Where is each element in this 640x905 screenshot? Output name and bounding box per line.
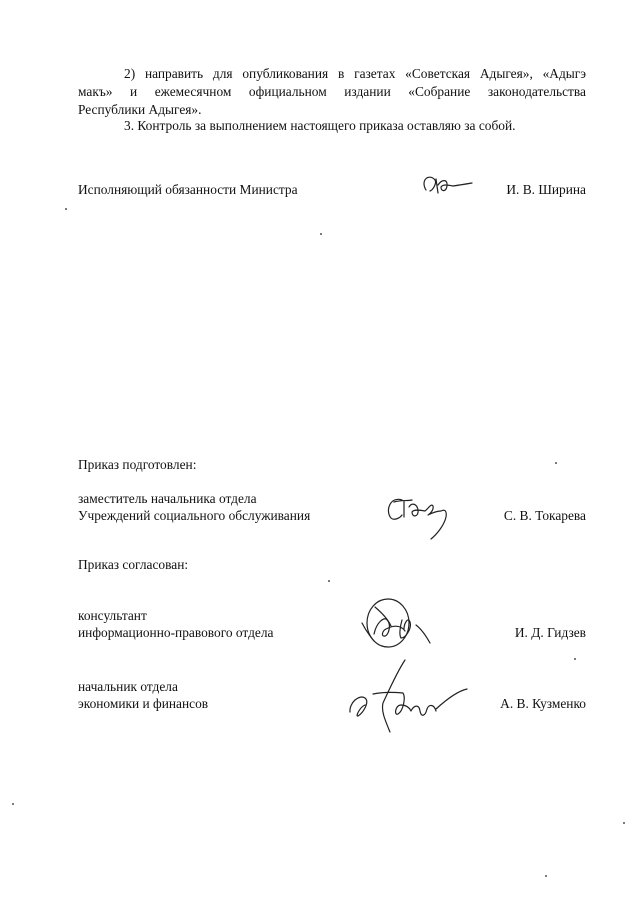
gidzev-signature	[358, 595, 438, 651]
order-item-2-line-3: Республики Адыгея».	[78, 102, 202, 117]
agreed-signer-1-name: И. Д. Гидзев	[514, 625, 586, 640]
scan-speck	[555, 462, 557, 464]
agreed-signer-2-name: А. В. Кузменко	[500, 696, 586, 711]
scan-speck	[623, 822, 625, 824]
prepared-position-line-1: заместитель начальника отдела	[78, 491, 257, 506]
scan-speck	[574, 658, 576, 660]
agreed-signer-1-position-line-1: консультант	[78, 608, 147, 623]
scan-speck	[12, 803, 14, 805]
order-item-2-line-1: 2) направить для опубликования в газетах «Советская Адыгея», «Адыгэ	[124, 66, 586, 81]
prepared-position-line-2: Учреждений социального обслуживания	[78, 508, 311, 523]
scan-speck	[328, 580, 330, 582]
agreed-signer-1-position-line-2: информационно-правового отдела	[78, 625, 274, 640]
scan-speck	[320, 233, 322, 235]
agreed-heading: Приказ согласован:	[78, 557, 189, 572]
minister-name: И. В. Ширина	[506, 182, 586, 197]
scan-speck	[65, 208, 67, 210]
agreed-signer-2-position-line-2: экономики и финансов	[78, 696, 209, 711]
prepared-name: С. В. Токарева	[503, 508, 586, 523]
order-item-2-line-2: макъ» и ежемесячном официальном издании «Собрание законодательства	[78, 84, 586, 99]
tokareva-signature	[382, 493, 460, 541]
agreed-signer-2-position-line-1: начальник отдела	[78, 679, 178, 694]
prepared-heading: Приказ подготовлен:	[78, 457, 197, 472]
scan-speck	[545, 875, 547, 877]
kuzmenko-signature	[345, 656, 470, 734]
minister-title: Исполняющий обязанности Министра	[78, 182, 298, 197]
order-item-3: 3. Контроль за выполнением настоящего приказа оставляю за собой.	[124, 118, 516, 133]
